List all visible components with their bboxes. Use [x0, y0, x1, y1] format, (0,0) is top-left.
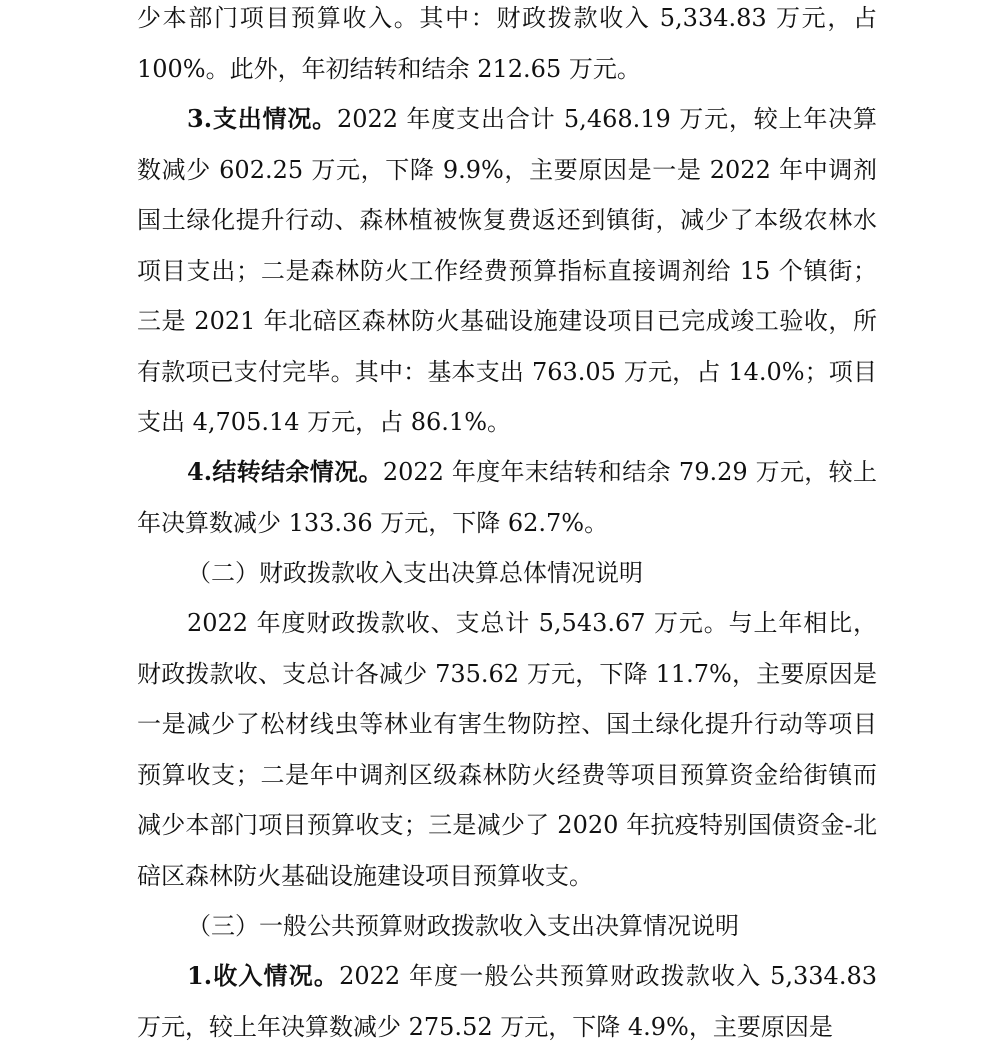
paragraph-carryover: [137, 447, 877, 548]
paragraph-general-budget-income: [137, 951, 877, 1052]
expenditure-heading: 3.支出情况。: [187, 104, 337, 133]
paragraph-fiscal-overview: [137, 598, 877, 901]
carryover-text: 2022 年度年末结转和结余 79.29 万元，较上年决算数减少 133.36 万元，下降 62.7%。: [137, 458, 877, 537]
income-text: 2022 年度一般公共预算财政拨款收入 5,334.83 万元，较上年决算数减少 275.52 万元，下降 4.9%，主要原因是: [137, 962, 877, 1041]
section-title-fiscal-overview: （二）财政拨款收入支出决算总体情况说明: [187, 559, 643, 587]
paragraph-income-continuation: [137, 0, 877, 94]
section-title-general-budget: （三）一般公共预算财政拨款收入支出决算情况说明: [187, 912, 739, 940]
paragraph-expenditure: [137, 94, 877, 448]
carryover-heading: 4.结转结余情况。: [187, 457, 383, 486]
paragraph-text: 少本部门项目预算收入。其中：财政拨款收入 5,334.83 万元，占 100%。此外，年初结转和结余 212.65 万元。: [137, 4, 877, 83]
expenditure-text: 2022 年度支出合计 5,468.19 万元，较上年决算数减少 602.25 万元，下降 9.9%，主要原因是一是 2022 年中调剂国土绿化提升行动、森林植被恢复费返还到镇街，减少了本级农林水项目支出；二是森林防火工作经费预算指标直接调剂给 15 个镇街；三是 2021 年北碚区森林防火基础设施建设项目已完成竣工验收，所有款项已支付完毕。其中：基本支出 763.05 万元，占 14.0%；项目支出 4,705.14 万元，占 86.1%。: [137, 105, 877, 436]
income-heading: 1.收入情况。: [187, 961, 340, 990]
fiscal-overview-text: 2022 年度财政拨款收、支总计 5,543.67 万元。与上年相比，财政拨款收、支总计各减少 735.62 万元，下降 11.7%，主要原因是一是减少了松材线虫等林业有害生物防控、国土绿化提升行动等项目预算收支；二是年中调剂区级森林防火经费等项目预算资金给街镇而减少本部门项目预算收支；三是减少了 2020 年抗疫特别国债资金-北碚区森林防火基础设施建设项目预算收支。: [137, 609, 877, 890]
